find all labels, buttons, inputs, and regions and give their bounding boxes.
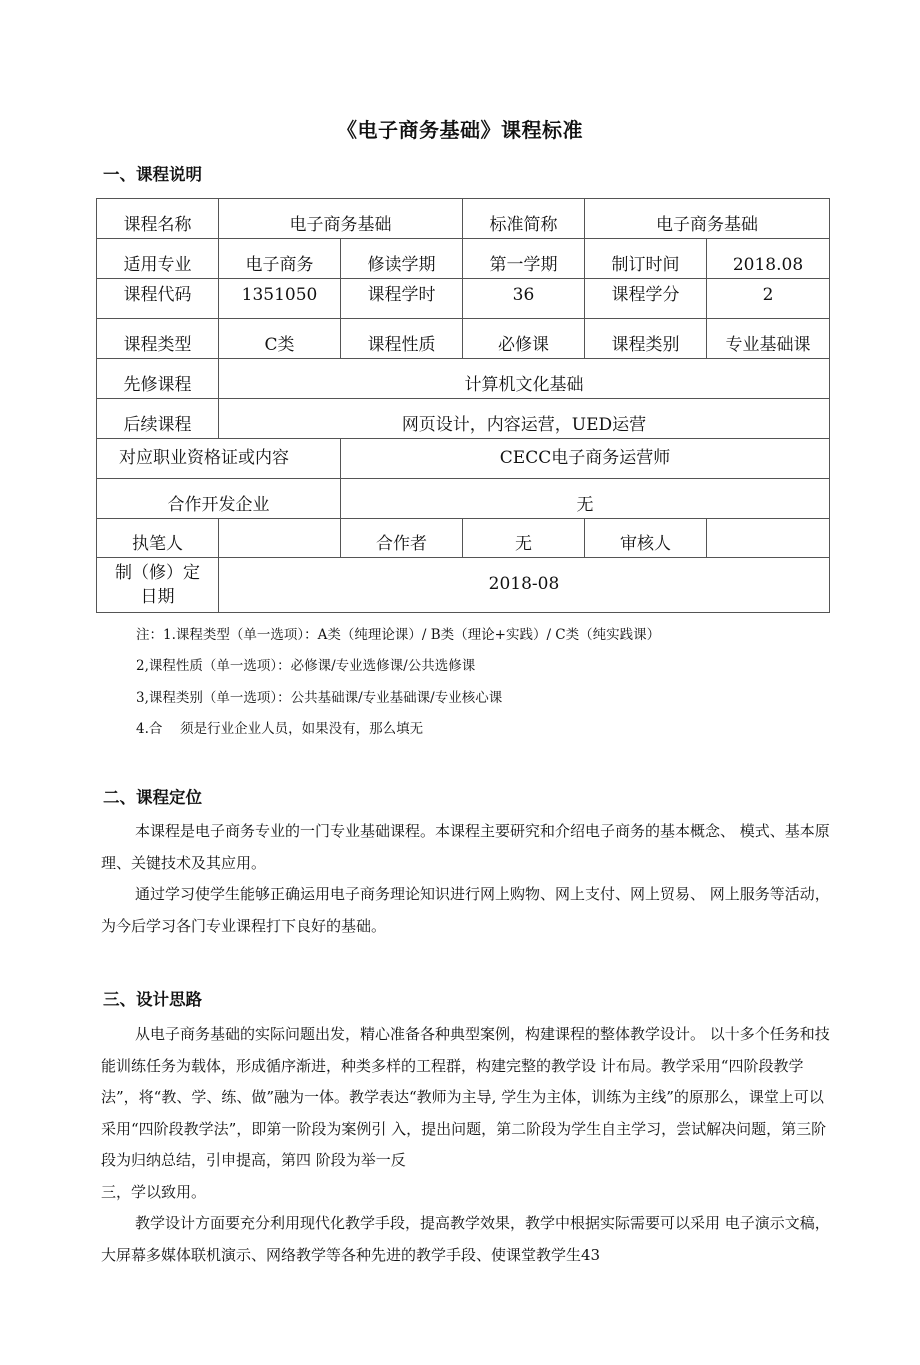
value-course-type: C类 (219, 319, 341, 359)
value-author (219, 519, 341, 558)
value-course-credits: 2 (707, 279, 830, 319)
section3-paragraph-1: 从电子商务基础的实际问题出发，精心准备各种典型案例，构建课程的整体教学设计。 以十多个任务和技能训练任务为载体，形成循序渐进，种类多样的工程群，构建完整的教学设 计布局。教学采用“四阶段教学法”，将“教、学、练、做”融为一体。教学表达“教师为主导, 学生为主体，训练为主线”的原那么，课堂上可以采用“四阶段教学法”，即第一阶段为案例引 入，提出问题，第二阶段为学生自主学习，尝试解决问题，第三阶段为归纳总结，引申提高，第四 阶段为举一反 (101, 1025, 830, 1169)
label-prerequisite: 先修课程 (97, 359, 219, 399)
section3-body (101, 1019, 831, 1271)
label-course-nature: 课程性质 (341, 319, 463, 359)
table-row (97, 199, 830, 239)
table-row (97, 279, 830, 319)
label-reviewer: 审核人 (585, 519, 707, 558)
course-info-table (96, 198, 830, 613)
value-follow-up: 网页设计，内容运营，UED运营 (219, 399, 830, 439)
label-semester: 修读学期 (341, 239, 463, 279)
note-line-1: 注：1.课程类型（单一选项）：A类（纯理论课）/ B类（理论+实践）/ C类（纯实践课） (136, 627, 661, 643)
value-course-hours: 36 (463, 279, 585, 319)
value-semester: 第一学期 (463, 239, 585, 279)
label-major: 适用专业 (97, 239, 219, 279)
note-line-4: 4.合 须是行业企业人员，如果没有，那么填无 (136, 721, 424, 737)
label-course-hours: 课程学时 (341, 279, 463, 319)
table-row (97, 399, 830, 439)
section2-paragraph-1: 本课程是电子商务专业的一门专业基础课程。本课程主要研究和介绍电子商务的基本概念、 模式、基本原理、关键技术及其应用。 (101, 822, 830, 872)
value-revision-date: 2018-08 (219, 558, 830, 613)
value-qualification: CECC电子商务运营师 (341, 439, 830, 479)
value-collaborator: 无 (463, 519, 585, 558)
label-revision-date-line2: 日期 (140, 587, 175, 607)
section2-paragraph-2: 通过学习使学生能够正确运用电子商务理论知识进行网上购物、网上支付、网上贸易、 网上服务等活动，为今后学习各门专业课程打下良好的基础。 (101, 885, 830, 935)
section3-paragraph-2: 教学设计方面要充分利用现代化教学手段，提高教学效果，教学中根据实际需要可以采用 电子演示文稿，大屏幕多媒体联机演示、网络教学等各种先进的教学手段、使课堂教学生43 (101, 1214, 830, 1264)
value-course-name: 电子商务基础 (219, 199, 463, 239)
label-course-code: 课程代码 (97, 279, 219, 319)
value-course-code: 1351050 (219, 279, 341, 319)
value-course-nature: 必修课 (463, 319, 585, 359)
value-partner-company: 无 (341, 479, 830, 519)
note-line-2: 2,课程性质（单一选项）：必修课/专业选修课/公共选修课 (136, 658, 476, 674)
label-revision-date-line1: 制（修）定 (115, 563, 200, 583)
label-course-type: 课程类型 (97, 319, 219, 359)
section3-paragraph-1-end: 三，学以致用。 (101, 1182, 207, 1201)
label-course-credits: 课程学分 (585, 279, 707, 319)
label-course-category: 课程类别 (585, 319, 707, 359)
label-collaborator: 合作者 (341, 519, 463, 558)
table-row (97, 519, 830, 558)
label-short-name: 标准简称 (463, 199, 585, 239)
table-row (97, 359, 830, 399)
note-line-3: 3,课程类别（单一选项）：公共基础课/专业基础课/专业核心课 (136, 690, 503, 706)
label-created-time: 制订时间 (585, 239, 707, 279)
table-row (97, 239, 830, 279)
value-prerequisite: 计算机文化基础 (219, 359, 830, 399)
table-row (97, 479, 830, 519)
label-author: 执笔人 (97, 519, 219, 558)
section-heading-course-description: 一、课程说明 (103, 165, 202, 184)
table-row (97, 319, 830, 359)
value-reviewer (707, 519, 830, 558)
table-row (97, 439, 830, 479)
value-course-category: 专业基础课 (707, 319, 830, 359)
value-created-time: 2018.08 (707, 239, 830, 279)
label-course-name: 课程名称 (97, 199, 219, 239)
label-follow-up: 后续课程 (97, 399, 219, 439)
label-partner-company: 合作开发企业 (97, 479, 341, 519)
section2-body (101, 816, 831, 942)
value-short-name: 电子商务基础 (585, 199, 830, 239)
section-heading-course-positioning: 二、课程定位 (103, 788, 202, 807)
label-qualification: 对应职业资格证或内容 (97, 439, 341, 479)
document-title: 《电子商务基础》课程标准 (337, 118, 583, 142)
value-major: 电子商务 (219, 239, 341, 279)
section-heading-design-ideas: 三、设计思路 (103, 990, 202, 1009)
table-row (97, 558, 830, 613)
label-revision-date (97, 558, 219, 613)
